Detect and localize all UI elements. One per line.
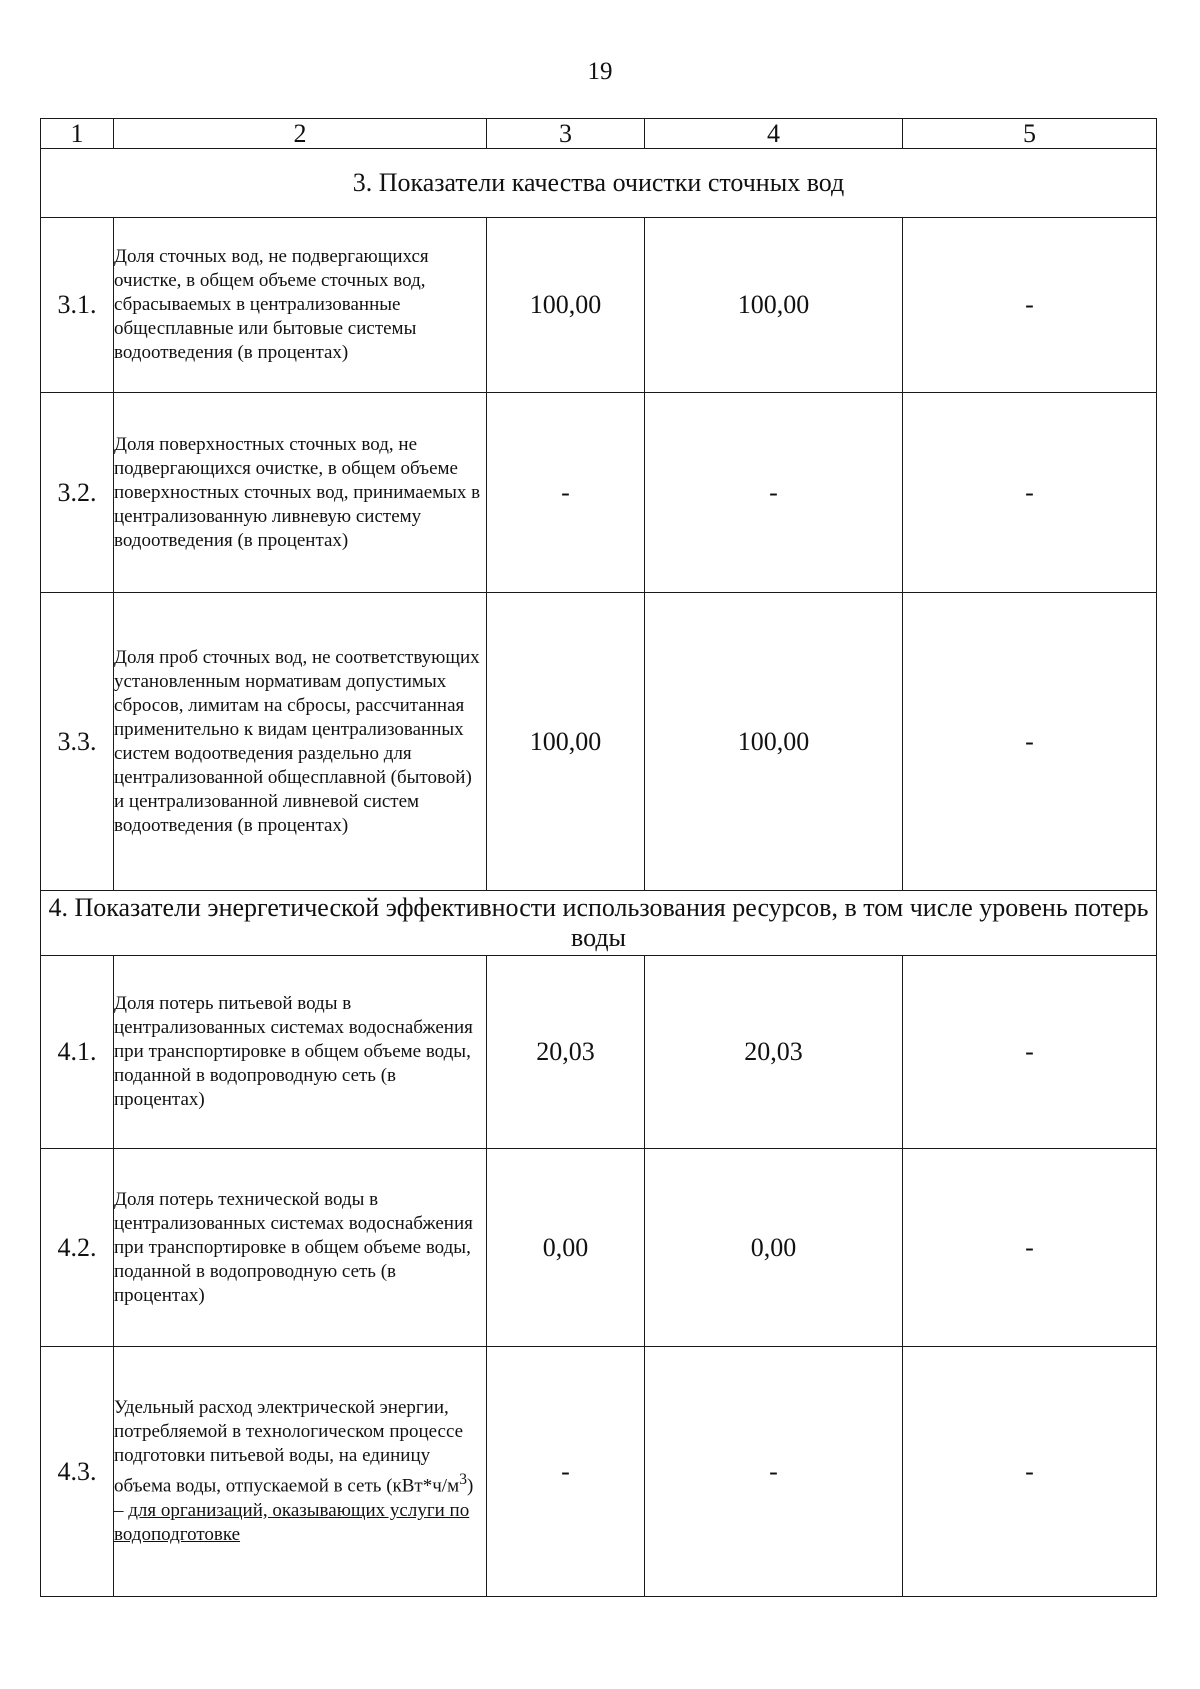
row-description-close: ) – [114,1475,474,1521]
row-number: 4.1. [41,956,114,1149]
row-description-main: Удельный расход электрической энергии, потребляемой в технологическом процессе подготовки питьевой воды, на единицу объема воды, отпускаемой в сеть (кВт*ч/м [114,1397,464,1497]
row-value-col3: 0,00 [487,1149,645,1347]
table-row [41,218,1157,393]
row-description: Доля проб сточных вод, не соответствующих установленным нормативам допустимых сбросов, лимитам на сбросы, рассчитанная применительно к видам централизованных систем водоотведения раздельно для централизованной общесплавной (бытовой) и централизованной ливневой систем водоотведения (в процентах) [114,593,487,891]
section-3-header-row [41,149,1157,218]
section-4-title: 4. Показатели энергетической эффективности использования ресурсов, в том числе уровень потерь воды [41,891,1157,956]
page-number: 19 [587,58,613,85]
row-value-col3: 100,00 [487,593,645,891]
row-value-col3: - [487,393,645,593]
row-description: Доля сточных вод, не подвергающихся очистке, в общем объеме сточных вод, сбрасываемых в централизованные общесплавные или бытовые системы водоотведения (в процентах) [114,218,487,393]
row-description [114,1347,487,1597]
section-3-title: 3. Показатели качества очистки сточных вод [41,149,1157,218]
row-description: Доля поверхностных сточных вод, не подвергающихся очистке, в общем объеме поверхностных сточных вод, принимаемых в централизованную ливневую систему водоотведения (в процентах) [114,393,487,593]
row-value-col4: 0,00 [645,1149,903,1347]
row-value-col3: 20,03 [487,956,645,1149]
row-value-col4: 100,00 [645,593,903,891]
column-number-2: 2 [114,119,487,149]
row-value-col5: - [903,1347,1157,1597]
row-value-col5: - [903,956,1157,1149]
row-value-col5: - [903,1149,1157,1347]
column-number-1: 1 [41,119,114,149]
row-value-col3: - [487,1347,645,1597]
section-4-header-row [41,891,1157,956]
row-value-col4: 100,00 [645,218,903,393]
table-row [41,393,1157,593]
column-number-5: 5 [903,119,1157,149]
column-number-3: 3 [487,119,645,149]
row-description: Доля потерь технической воды в централизованных системах водоснабжения при транспортировке в общем объеме воды, поданной в водопроводную сеть (в процентах) [114,1149,487,1347]
table-row [41,956,1157,1149]
row-value-col4: - [645,1347,903,1597]
row-number: 4.3. [41,1347,114,1597]
table-row [41,593,1157,891]
row-value-col3: 100,00 [487,218,645,393]
row-value-col4: - [645,393,903,593]
row-description-underlined: для организаций, оказывающих услуги по водоподготовке [114,1499,470,1545]
row-number: 3.1. [41,218,114,393]
column-number-row [41,119,1157,149]
table-row [41,1347,1157,1597]
table-row [41,1149,1157,1347]
row-value-col5: - [903,593,1157,891]
row-description: Доля потерь питьевой воды в централизованных системах водоснабжения при транспортировке в общем объеме воды, поданной в водопроводную сеть (в процентах) [114,956,487,1149]
indicators-table [40,118,1157,1597]
row-number: 3.2. [41,393,114,593]
column-number-4: 4 [645,119,903,149]
row-number: 3.3. [41,593,114,891]
row-value-col5: - [903,218,1157,393]
row-value-col5: - [903,393,1157,593]
row-number: 4.2. [41,1149,114,1347]
row-description-superscript: 3 [459,1471,468,1489]
row-value-col4: 20,03 [645,956,903,1149]
